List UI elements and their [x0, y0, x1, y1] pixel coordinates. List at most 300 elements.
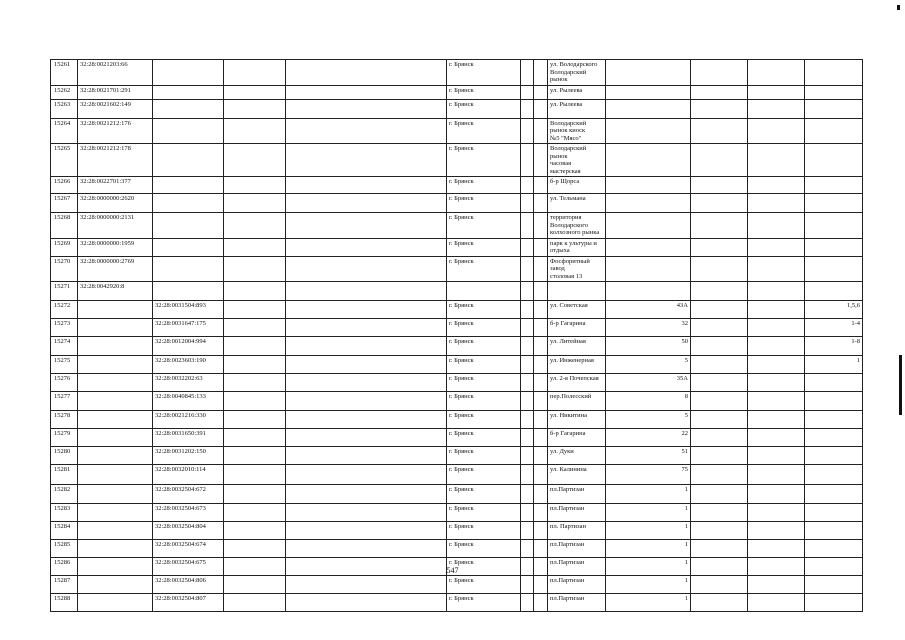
- apartment-cell: 1: [805, 356, 863, 374]
- empty-cell: [534, 213, 548, 239]
- cadastral-number-alt-cell: [153, 213, 224, 239]
- city-cell: г. Брянск: [447, 392, 521, 411]
- cadastral-number-cell: 32:28:0021701:291: [78, 85, 153, 99]
- row-number-cell: 15268: [51, 213, 78, 239]
- apartment-cell: [805, 594, 863, 612]
- city-cell: г. Брянск: [447, 337, 521, 356]
- cadastral-number-alt-cell: 32:28:0012004:994: [153, 337, 224, 356]
- address-cell: ул. Калинина: [548, 465, 606, 485]
- address-cell: Володарский рынок киоск №5 "Мясо": [548, 118, 606, 144]
- row-number-cell: 15284: [51, 522, 78, 540]
- empty-cell: [286, 194, 447, 213]
- row-number-cell: 15281: [51, 465, 78, 485]
- empty-cell: [691, 238, 748, 256]
- cadastral-number-alt-cell: 32:28:0031647:175: [153, 319, 224, 337]
- cadastral-number-alt-cell: [153, 238, 224, 256]
- empty-cell: [748, 319, 805, 337]
- cadastral-number-alt-cell: [153, 99, 224, 118]
- house-number-cell: 1: [606, 485, 691, 504]
- empty-cell: [748, 282, 805, 301]
- cadastral-number-alt-cell: 32:28:0032504:674: [153, 540, 224, 558]
- empty-cell: [286, 301, 447, 319]
- cadastral-number-alt-cell: [153, 144, 224, 177]
- row-number-cell: 15283: [51, 504, 78, 522]
- empty-cell: [521, 213, 534, 239]
- empty-cell: [748, 213, 805, 239]
- cadastral-number-cell: [78, 540, 153, 558]
- cadastral-number-alt-cell: 32:28:0023603:190: [153, 356, 224, 374]
- row-number-cell: 15270: [51, 256, 78, 282]
- empty-cell: [521, 99, 534, 118]
- empty-cell: [286, 60, 447, 86]
- cadastral-number-alt-cell: 32:28:0032504:806: [153, 576, 224, 594]
- table-row: [51, 194, 863, 213]
- empty-cell: [521, 319, 534, 337]
- empty-cell: [286, 213, 447, 239]
- address-cell: пл.Партизан: [548, 576, 606, 594]
- empty-cell: [691, 522, 748, 540]
- empty-cell: [748, 356, 805, 374]
- empty-cell: [224, 213, 286, 239]
- apartment-cell: 1-8: [805, 337, 863, 356]
- house-number-cell: [606, 85, 691, 99]
- empty-cell: [224, 144, 286, 177]
- apartment-cell: [805, 213, 863, 239]
- cadastral-number-cell: [78, 301, 153, 319]
- empty-cell: [691, 594, 748, 612]
- empty-cell: [286, 118, 447, 144]
- empty-cell: [534, 118, 548, 144]
- row-number-cell: 15278: [51, 411, 78, 429]
- empty-cell: [224, 238, 286, 256]
- empty-cell: [224, 60, 286, 86]
- city-cell: г. Брянск: [447, 144, 521, 177]
- row-number-cell: 15266: [51, 177, 78, 194]
- cadastral-number-cell: [78, 522, 153, 540]
- empty-cell: [224, 374, 286, 392]
- table-row: [51, 213, 863, 239]
- apartment-cell: [805, 504, 863, 522]
- apartment-cell: [805, 485, 863, 504]
- empty-cell: [521, 238, 534, 256]
- empty-cell: [534, 594, 548, 612]
- table-row: [51, 429, 863, 447]
- empty-cell: [748, 99, 805, 118]
- city-cell: г. Брянск: [447, 213, 521, 239]
- apartment-cell: [805, 374, 863, 392]
- cadastral-number-alt-cell: [153, 256, 224, 282]
- address-cell: ул. Рылеева: [548, 85, 606, 99]
- city-cell: [447, 282, 521, 301]
- cadastral-number-alt-cell: 32:28:0031650:391: [153, 429, 224, 447]
- apartment-cell: [805, 99, 863, 118]
- apartment-cell: [805, 411, 863, 429]
- row-number-cell: 15276: [51, 374, 78, 392]
- empty-cell: [748, 256, 805, 282]
- empty-cell: [691, 485, 748, 504]
- address-cell: пер.Полесский: [548, 392, 606, 411]
- city-cell: г. Брянск: [447, 256, 521, 282]
- apartment-cell: [805, 85, 863, 99]
- empty-cell: [748, 118, 805, 144]
- empty-cell: [748, 447, 805, 465]
- table-row: [51, 319, 863, 337]
- empty-cell: [748, 144, 805, 177]
- empty-cell: [691, 194, 748, 213]
- empty-cell: [224, 177, 286, 194]
- table-row: [51, 118, 863, 144]
- cadastral-number-cell: [78, 429, 153, 447]
- house-number-cell: 75: [606, 465, 691, 485]
- empty-cell: [748, 374, 805, 392]
- city-cell: г. Брянск: [447, 177, 521, 194]
- empty-cell: [534, 522, 548, 540]
- cadastral-number-cell: [78, 319, 153, 337]
- cadastral-number-cell: 32:28:0021212:176: [78, 118, 153, 144]
- city-cell: г. Брянск: [447, 85, 521, 99]
- empty-cell: [224, 99, 286, 118]
- house-number-cell: 1: [606, 504, 691, 522]
- house-number-cell: [606, 256, 691, 282]
- table-row: [51, 411, 863, 429]
- table-row: [51, 392, 863, 411]
- cadastral-number-cell: [78, 465, 153, 485]
- empty-cell: [286, 594, 447, 612]
- empty-cell: [691, 85, 748, 99]
- table-row: [51, 238, 863, 256]
- empty-cell: [286, 429, 447, 447]
- address-cell: пл.Партизан: [548, 558, 606, 576]
- empty-cell: [534, 411, 548, 429]
- house-number-cell: 50: [606, 337, 691, 356]
- cadastral-number-cell: [78, 576, 153, 594]
- empty-cell: [534, 238, 548, 256]
- empty-cell: [748, 60, 805, 86]
- empty-cell: [224, 411, 286, 429]
- cadastral-number-cell: 32:28:0000000:1959: [78, 238, 153, 256]
- empty-cell: [521, 576, 534, 594]
- empty-cell: [534, 429, 548, 447]
- empty-cell: [224, 576, 286, 594]
- empty-cell: [534, 177, 548, 194]
- table-row: [51, 99, 863, 118]
- row-number-cell: 15279: [51, 429, 78, 447]
- edge-scan-mark: [899, 355, 902, 415]
- address-cell: б-р Гагарина: [548, 429, 606, 447]
- empty-cell: [534, 319, 548, 337]
- table-body: [51, 60, 863, 612]
- empty-cell: [521, 85, 534, 99]
- house-number-cell: 43А: [606, 301, 691, 319]
- apartment-cell: [805, 576, 863, 594]
- address-cell: [548, 282, 606, 301]
- empty-cell: [521, 356, 534, 374]
- table-row: [51, 522, 863, 540]
- empty-cell: [521, 282, 534, 301]
- empty-cell: [224, 319, 286, 337]
- empty-cell: [224, 282, 286, 301]
- empty-cell: [534, 392, 548, 411]
- empty-cell: [224, 301, 286, 319]
- page-number: 547: [446, 566, 459, 575]
- empty-cell: [748, 238, 805, 256]
- table-row: [51, 540, 863, 558]
- empty-cell: [534, 85, 548, 99]
- address-cell: ул. 2-я Почепская: [548, 374, 606, 392]
- empty-cell: [286, 540, 447, 558]
- cadastral-number-alt-cell: 32:28:0031504:893: [153, 301, 224, 319]
- cadastral-number-cell: [78, 356, 153, 374]
- empty-cell: [691, 540, 748, 558]
- empty-cell: [534, 540, 548, 558]
- cadastral-number-cell: [78, 337, 153, 356]
- city-cell: г. Брянск: [447, 194, 521, 213]
- apartment-cell: [805, 118, 863, 144]
- cadastral-number-cell: [78, 411, 153, 429]
- cadastral-number-cell: 32:28:0021212:178: [78, 144, 153, 177]
- row-number-cell: 15282: [51, 485, 78, 504]
- address-cell: пл.Партизан: [548, 540, 606, 558]
- register-table: [50, 59, 863, 612]
- address-cell: пл. Партизан: [548, 522, 606, 540]
- house-number-cell: 1: [606, 558, 691, 576]
- empty-cell: [691, 356, 748, 374]
- empty-cell: [691, 392, 748, 411]
- house-number-cell: 5: [606, 356, 691, 374]
- cadastral-number-cell: 32:28:0000000:2620: [78, 194, 153, 213]
- cadastral-number-alt-cell: [153, 60, 224, 86]
- city-cell: г. Брянск: [447, 374, 521, 392]
- empty-cell: [748, 301, 805, 319]
- city-cell: г. Брянск: [447, 540, 521, 558]
- cadastral-number-alt-cell: 32:28:0040845:133: [153, 392, 224, 411]
- empty-cell: [286, 177, 447, 194]
- empty-cell: [286, 504, 447, 522]
- empty-cell: [534, 465, 548, 485]
- empty-cell: [534, 504, 548, 522]
- apartment-cell: [805, 194, 863, 213]
- address-cell: территория Володарского колхозного рынка: [548, 213, 606, 239]
- apartment-cell: [805, 60, 863, 86]
- apartment-cell: [805, 392, 863, 411]
- row-number-cell: 15275: [51, 356, 78, 374]
- house-number-cell: 1: [606, 540, 691, 558]
- table-row: [51, 485, 863, 504]
- empty-cell: [691, 99, 748, 118]
- cadastral-number-cell: [78, 594, 153, 612]
- city-cell: г. Брянск: [447, 118, 521, 144]
- empty-cell: [224, 504, 286, 522]
- empty-cell: [521, 594, 534, 612]
- empty-cell: [691, 337, 748, 356]
- row-number-cell: 15263: [51, 99, 78, 118]
- table-row: [51, 504, 863, 522]
- empty-cell: [286, 337, 447, 356]
- empty-cell: [521, 301, 534, 319]
- empty-cell: [691, 282, 748, 301]
- house-number-cell: [606, 282, 691, 301]
- address-cell: ул. Рылеева: [548, 99, 606, 118]
- empty-cell: [224, 356, 286, 374]
- city-cell: г. Брянск: [447, 465, 521, 485]
- address-cell: ул. Никитина: [548, 411, 606, 429]
- address-cell: б-р Щорса: [548, 177, 606, 194]
- empty-cell: [286, 238, 447, 256]
- empty-cell: [534, 576, 548, 594]
- cadastral-number-alt-cell: 32:28:0021216:330: [153, 411, 224, 429]
- empty-cell: [224, 447, 286, 465]
- cadastral-number-alt-cell: [153, 194, 224, 213]
- empty-cell: [521, 60, 534, 86]
- house-number-cell: 1: [606, 594, 691, 612]
- empty-cell: [521, 447, 534, 465]
- empty-cell: [534, 356, 548, 374]
- empty-cell: [691, 118, 748, 144]
- empty-cell: [534, 194, 548, 213]
- empty-cell: [286, 319, 447, 337]
- empty-cell: [286, 356, 447, 374]
- house-number-cell: [606, 177, 691, 194]
- apartment-cell: [805, 465, 863, 485]
- empty-cell: [224, 118, 286, 144]
- empty-cell: [286, 465, 447, 485]
- empty-cell: [748, 465, 805, 485]
- row-number-cell: 15287: [51, 576, 78, 594]
- address-cell: ул. Советская: [548, 301, 606, 319]
- empty-cell: [534, 99, 548, 118]
- empty-cell: [224, 194, 286, 213]
- empty-cell: [521, 118, 534, 144]
- row-number-cell: 15272: [51, 301, 78, 319]
- empty-cell: [224, 392, 286, 411]
- row-number-cell: 15288: [51, 594, 78, 612]
- empty-cell: [224, 522, 286, 540]
- empty-cell: [748, 485, 805, 504]
- cadastral-number-alt-cell: 32:28:0031202:150: [153, 447, 224, 465]
- empty-cell: [534, 485, 548, 504]
- empty-cell: [521, 465, 534, 485]
- cadastral-number-alt-cell: 32:28:0032504:804: [153, 522, 224, 540]
- corner-scan-mark: [897, 5, 900, 10]
- apartment-cell: [805, 144, 863, 177]
- address-cell: пл.Партизан: [548, 594, 606, 612]
- address-cell: ул. Дуки: [548, 447, 606, 465]
- empty-cell: [534, 144, 548, 177]
- empty-cell: [286, 144, 447, 177]
- empty-cell: [748, 522, 805, 540]
- city-cell: г. Брянск: [447, 594, 521, 612]
- empty-cell: [748, 411, 805, 429]
- apartment-cell: [805, 177, 863, 194]
- empty-cell: [286, 447, 447, 465]
- cadastral-number-alt-cell: 32:28:0032504:807: [153, 594, 224, 612]
- empty-cell: [691, 301, 748, 319]
- empty-cell: [224, 485, 286, 504]
- empty-cell: [521, 256, 534, 282]
- house-number-cell: 1: [606, 576, 691, 594]
- house-number-cell: [606, 99, 691, 118]
- row-number-cell: 15262: [51, 85, 78, 99]
- empty-cell: [691, 374, 748, 392]
- empty-cell: [748, 177, 805, 194]
- cadastral-number-alt-cell: 32:28:0032504:673: [153, 504, 224, 522]
- row-number-cell: 15271: [51, 282, 78, 301]
- table-row: [51, 447, 863, 465]
- address-cell: пл.Партизан: [548, 485, 606, 504]
- row-number-cell: 15277: [51, 392, 78, 411]
- table-row: [51, 144, 863, 177]
- address-cell: б-р Гагарина: [548, 319, 606, 337]
- city-cell: г. Брянск: [447, 301, 521, 319]
- empty-cell: [521, 411, 534, 429]
- house-number-cell: 51: [606, 447, 691, 465]
- empty-cell: [691, 576, 748, 594]
- address-cell: ул. Литейная: [548, 337, 606, 356]
- empty-cell: [691, 429, 748, 447]
- cadastral-number-alt-cell: 32:28:0032202:63: [153, 374, 224, 392]
- empty-cell: [691, 60, 748, 86]
- empty-cell: [691, 256, 748, 282]
- empty-cell: [534, 337, 548, 356]
- empty-cell: [286, 522, 447, 540]
- empty-cell: [286, 392, 447, 411]
- empty-cell: [748, 85, 805, 99]
- row-number-cell: 15265: [51, 144, 78, 177]
- empty-cell: [521, 504, 534, 522]
- empty-cell: [224, 429, 286, 447]
- address-cell: ул. Володарского Володарский рынок: [548, 60, 606, 86]
- cadastral-number-alt-cell: [153, 85, 224, 99]
- empty-cell: [521, 177, 534, 194]
- empty-cell: [224, 85, 286, 99]
- apartment-cell: [805, 540, 863, 558]
- row-number-cell: 15286: [51, 558, 78, 576]
- cadastral-number-cell: [78, 485, 153, 504]
- city-cell: г. Брянск: [447, 485, 521, 504]
- city-cell: г. Брянск: [447, 60, 521, 86]
- city-cell: г. Брянск: [447, 504, 521, 522]
- address-cell: пл.Партизан: [548, 504, 606, 522]
- house-number-cell: [606, 144, 691, 177]
- empty-cell: [534, 282, 548, 301]
- empty-cell: [521, 522, 534, 540]
- city-cell: г. Брянск: [447, 558, 521, 576]
- cadastral-number-alt-cell: 32:28:0032504:672: [153, 485, 224, 504]
- empty-cell: [286, 85, 447, 99]
- empty-cell: [286, 485, 447, 504]
- empty-cell: [286, 576, 447, 594]
- row-number-cell: 15273: [51, 319, 78, 337]
- cadastral-number-cell: 32:28:0042920:8: [78, 282, 153, 301]
- empty-cell: [748, 594, 805, 612]
- row-number-cell: 15280: [51, 447, 78, 465]
- cadastral-number-alt-cell: [153, 282, 224, 301]
- table-row: [51, 256, 863, 282]
- house-number-cell: 22: [606, 429, 691, 447]
- empty-cell: [224, 337, 286, 356]
- cadastral-number-cell: 32:28:0022701:377: [78, 177, 153, 194]
- table-row: [51, 177, 863, 194]
- house-number-cell: [606, 213, 691, 239]
- apartment-cell: [805, 429, 863, 447]
- empty-cell: [691, 411, 748, 429]
- apartment-cell: [805, 238, 863, 256]
- city-cell: г. Брянск: [447, 447, 521, 465]
- empty-cell: [521, 485, 534, 504]
- empty-cell: [534, 60, 548, 86]
- city-cell: г. Брянск: [447, 522, 521, 540]
- apartment-cell: [805, 256, 863, 282]
